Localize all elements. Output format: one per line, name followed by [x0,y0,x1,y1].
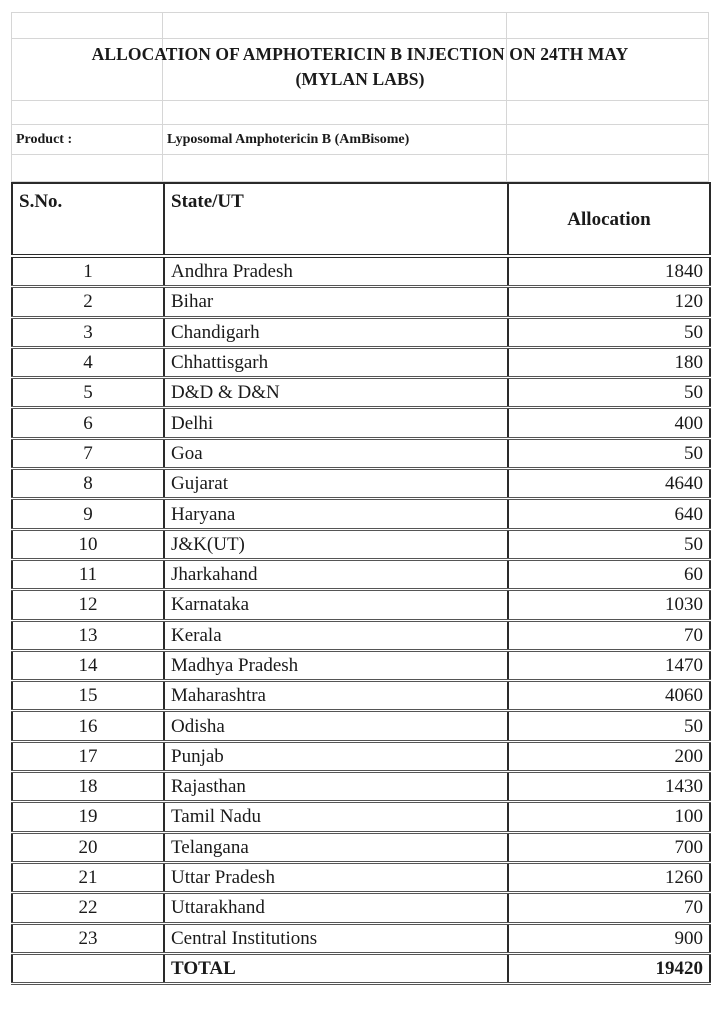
row-sno: 23 [12,923,164,953]
row-sno: 22 [12,893,164,923]
table-row [12,378,710,408]
table-row [12,469,710,499]
table-row [12,772,710,802]
table-row [12,832,710,862]
row-allocation: 50 [508,378,710,408]
row-state: Uttar Pradesh [164,862,508,892]
row-allocation: 50 [508,438,710,468]
row-allocation: 200 [508,741,710,771]
total-value: 19420 [508,953,710,983]
table-row [12,347,710,377]
row-allocation: 50 [508,529,710,559]
row-state: Punjab [164,741,508,771]
header-allocation: Allocation [508,183,710,256]
row-sno: 17 [12,741,164,771]
row-sno: 3 [12,317,164,347]
table-row [12,741,710,771]
grid-divider [11,154,709,155]
row-state: Haryana [164,499,508,529]
row-allocation: 1030 [508,590,710,620]
row-state: Central Institutions [164,923,508,953]
row-allocation: 120 [508,287,710,317]
table-row [12,408,710,438]
row-sno: 7 [12,438,164,468]
row-allocation: 70 [508,620,710,650]
row-allocation: 1430 [508,772,710,802]
row-allocation: 1260 [508,862,710,892]
row-sno: 11 [12,559,164,589]
table-row [12,711,710,741]
table-row [12,923,710,953]
row-sno: 20 [12,832,164,862]
row-sno: 8 [12,469,164,499]
row-state: Uttarakhand [164,893,508,923]
row-sno: 12 [12,590,164,620]
table-row [12,317,710,347]
table-header-row [12,183,710,256]
row-state: Andhra Pradesh [164,256,508,287]
row-sno: 5 [12,378,164,408]
row-state: Chandigarh [164,317,508,347]
row-state: Karnataka [164,590,508,620]
allocation-table [11,182,711,985]
table-row [12,681,710,711]
title-line-1: ALLOCATION OF AMPHOTERICIN B INJECTION ON 24TH MAY [91,44,629,64]
row-allocation: 640 [508,499,710,529]
row-sno: 4 [12,347,164,377]
row-state: D&D & D&N [164,378,508,408]
row-sno: 16 [12,711,164,741]
product-label: Product : [16,132,73,147]
row-state: Gujarat [164,469,508,499]
row-state: Rajasthan [164,772,508,802]
table-row [12,893,710,923]
total-label: TOTAL [164,953,508,983]
row-allocation: 50 [508,711,710,741]
product-value: Lyposomal Amphotericin B (AmBisome) [167,132,410,147]
row-state: Maharashtra [164,681,508,711]
table-row [12,529,710,559]
row-allocation: 1470 [508,650,710,680]
table-row [12,802,710,832]
title-line-2: (MYLAN LABS) [295,69,425,89]
table-row [12,590,710,620]
row-allocation: 70 [508,893,710,923]
row-sno: 19 [12,802,164,832]
table-row [12,650,710,680]
row-allocation: 1840 [508,256,710,287]
grid-divider [11,38,709,39]
row-sno: 13 [12,620,164,650]
row-sno: 21 [12,862,164,892]
row-state: Odisha [164,711,508,741]
table-row [12,862,710,892]
row-state: J&K(UT) [164,529,508,559]
table-row [12,256,710,287]
row-state: Delhi [164,408,508,438]
row-allocation: 900 [508,923,710,953]
row-state: Jharkahand [164,559,508,589]
row-sno: 14 [12,650,164,680]
row-state: Bihar [164,287,508,317]
row-allocation: 400 [508,408,710,438]
header-state: State/UT [164,183,508,256]
total-row [12,953,710,983]
row-state: Chhattisgarh [164,347,508,377]
row-sno: 9 [12,499,164,529]
row-state: Madhya Pradesh [164,650,508,680]
row-sno: 6 [12,408,164,438]
row-allocation: 60 [508,559,710,589]
row-allocation: 4640 [508,469,710,499]
row-allocation: 50 [508,317,710,347]
document-title [11,42,709,92]
row-sno: 10 [12,529,164,559]
row-sno: 2 [12,287,164,317]
row-sno: 15 [12,681,164,711]
table-row [12,620,710,650]
row-allocation: 700 [508,832,710,862]
header-sno: S.No. [12,183,164,256]
table-row [12,499,710,529]
table-row [12,438,710,468]
row-allocation: 100 [508,802,710,832]
row-state: Kerala [164,620,508,650]
table-row [12,559,710,589]
row-state: Telangana [164,832,508,862]
total-sno [12,953,164,983]
grid-divider [11,100,709,101]
row-state: Goa [164,438,508,468]
table-row [12,287,710,317]
row-sno: 18 [12,772,164,802]
row-allocation: 180 [508,347,710,377]
row-sno: 1 [12,256,164,287]
row-allocation: 4060 [508,681,710,711]
grid-divider [11,124,709,125]
row-state: Tamil Nadu [164,802,508,832]
